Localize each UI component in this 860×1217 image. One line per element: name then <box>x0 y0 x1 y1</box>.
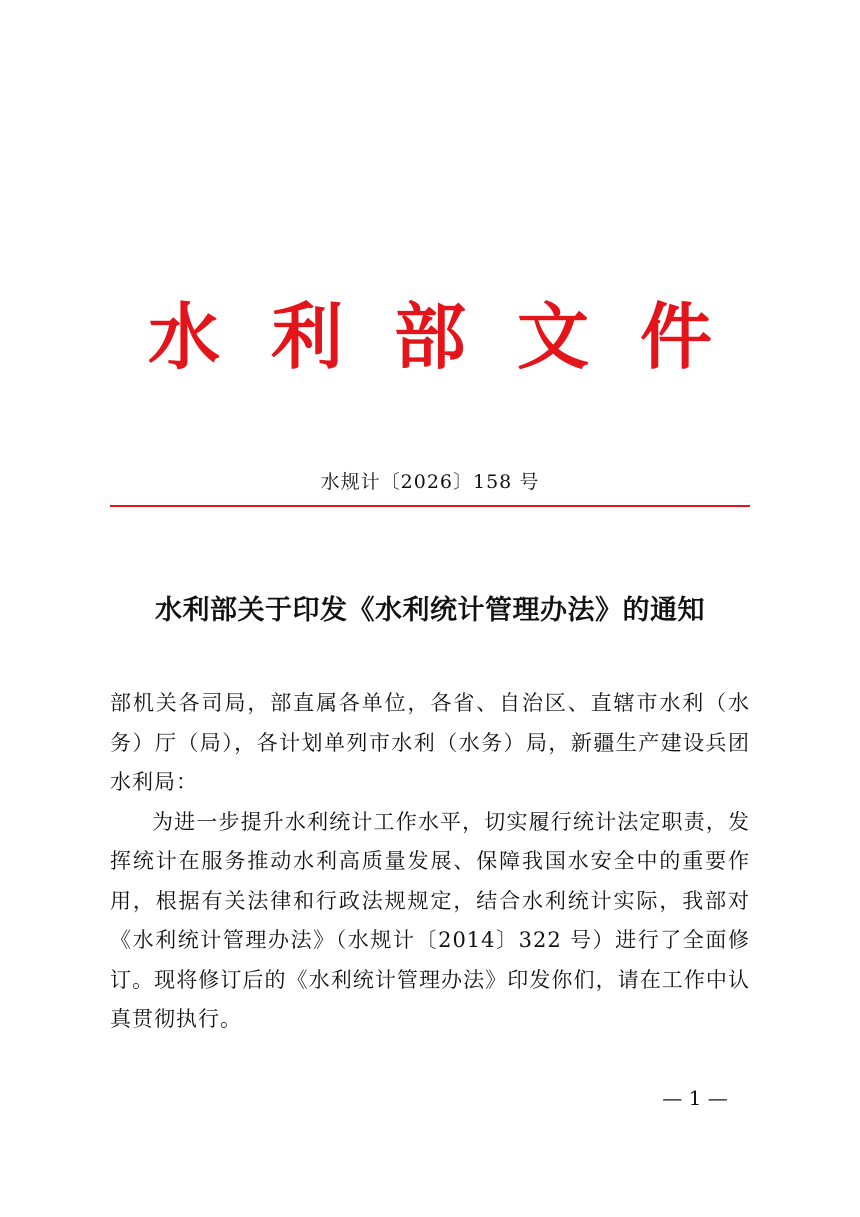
document-body <box>110 684 750 1040</box>
document-masthead <box>110 292 750 382</box>
addressee-paragraph: 部机关各司局，部直属各单位，各省、自治区、直辖市水利（水务）厅（局），各计划单列市水利（水务）局，新疆生产建设兵团水利局： <box>110 691 750 794</box>
masthead-char: 利 <box>270 294 343 379</box>
red-divider-line <box>110 505 750 507</box>
masthead-char: 文 <box>516 294 589 379</box>
masthead-char: 部 <box>393 294 466 379</box>
page-number: — 1 — <box>662 1086 728 1110</box>
document-number: 水规计〔2026〕158 号 <box>320 471 540 493</box>
document-title: 水利部关于印发《水利统计管理办法》的通知 <box>155 595 705 626</box>
masthead-char: 件 <box>639 294 712 379</box>
masthead-char: 水 <box>148 294 221 379</box>
body-paragraph: 为进一步提升水利统计工作水平，切实履行统计法定职责，发挥统计在服务推动水利高质量发展、保障我国水安全中的重要作用，根据有关法律和行政法规规定，结合水利统计实际，我部对《水利统计管理办法》（水规计〔2014〕322 号）进行了全面修订。现将修订后的《水利统计管理办法》印发你们，请在工作中认真贯彻执行。 <box>110 809 750 1031</box>
